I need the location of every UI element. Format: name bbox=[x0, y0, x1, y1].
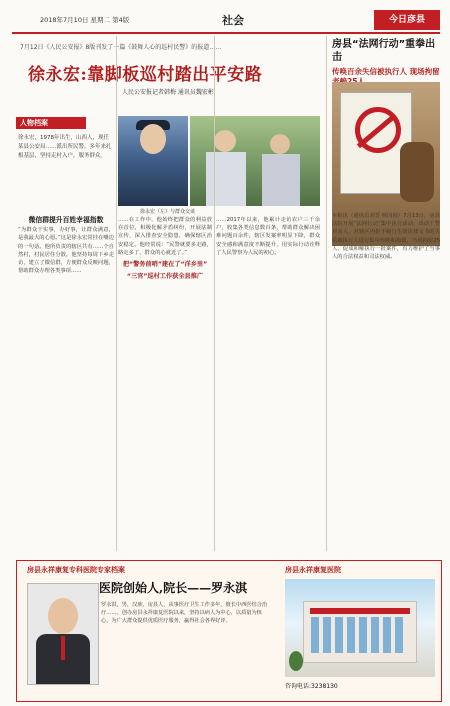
ad-phone: 咨询电话:3238130 bbox=[285, 683, 338, 690]
column-body: “为群众干实事，办好事，让群众满意，是我最大的心愿。”这是徐永宏常挂在嘴边的一句话。他所负责的辖区共有……个自然村，村民居住分散，他坚持每周下乡走访，建立了微信群，方便群众反映问题，帮助群众办理各类事项…… bbox=[18, 227, 114, 275]
profile-intro: 徐永宏，1978年出生，山西人，现任某县公安局……派出所民警。多年来扎根基层，坚持走村入户，服务群众。 bbox=[18, 135, 112, 159]
page-header bbox=[12, 10, 440, 32]
article-column-2 bbox=[118, 216, 212, 552]
ad-left-banner: 房县永祥康复专科医院专家档案 bbox=[27, 566, 125, 574]
ad-body-text: 罗永淇，男，汉族，房县人，从事医疗卫生工作多年，擅长中西医结合治疗……。创办房县永祥康复医院以来，坚持以病人为中心，以质量为核心，为广大群众提供优质医疗服务，赢得社会各界好评。 bbox=[101, 602, 268, 625]
face-shape bbox=[48, 598, 78, 634]
article-column-3 bbox=[216, 216, 320, 552]
column-divider bbox=[214, 36, 215, 551]
tree-shape bbox=[289, 651, 303, 671]
lead-text: 7月12日《人民公安报》8版刊发了一篇《鼓舞人心的巡村民警》的报道…… bbox=[20, 44, 222, 51]
article-column-1 bbox=[18, 216, 114, 552]
newspaper-logo: 今日彦县 bbox=[374, 10, 440, 30]
tie-shape bbox=[61, 636, 65, 660]
ad-title: 医院创始人,院长——罗永淇 bbox=[99, 581, 248, 595]
hospital-ad bbox=[16, 560, 442, 702]
right-title: 房县“法网行动”重拳出击 bbox=[332, 39, 436, 63]
windows-shape bbox=[311, 617, 407, 653]
person-head-shape bbox=[270, 134, 290, 154]
right-article-column bbox=[332, 212, 440, 552]
article-byline: 人民公安报记者韩梅 通讯员魏宏彬 bbox=[122, 89, 214, 96]
article-title: 徐永宏:靠脚板巡村踏出平安路 bbox=[28, 65, 263, 85]
column-divider bbox=[326, 36, 327, 551]
person-head-shape bbox=[214, 130, 236, 152]
column-body: ……在工作中，他始终把群众的利益放在首位，积极化解矛盾纠纷，开展法制宣传，深入排查安全隐患，确保辖区治安稳定。他经常说：“民警就要多走路，路走多了，群众的心就近了。” bbox=[118, 217, 212, 256]
person-body-shape bbox=[262, 154, 300, 206]
officer-portrait-photo bbox=[118, 116, 188, 206]
profile-label: 人物档案 bbox=[16, 117, 86, 129]
ad-right-banner: 房县永祥康复医院 bbox=[285, 566, 341, 574]
right-article-body: 本报讯（通讯员刘晋 杨园园）7月13日，房县法院开展“法网行动”集中执行活动，出动干警百余人，对辖区内拒不履行生效法律文书的失信被执行人进行集中传唤和拘留，当场拘留25人，促成和解执行一批案件，有力维护了当事人的合法权益和司法权威。 bbox=[332, 213, 440, 261]
issue-date: 2018年7月10日 星期二 第4版 bbox=[40, 16, 130, 24]
column-subheading: “三官”巡村工作获全县推广 bbox=[126, 273, 204, 281]
column-divider bbox=[116, 36, 117, 551]
right-news-block bbox=[332, 38, 440, 87]
section-title: 社会 bbox=[222, 14, 244, 27]
hospital-building-photo bbox=[285, 579, 435, 677]
founder-portrait bbox=[27, 583, 99, 685]
column-subheading: 把“警务前哨”建在了“洋乡里” bbox=[122, 261, 208, 269]
officer-with-villager-photo bbox=[190, 116, 320, 206]
header-rule bbox=[12, 32, 440, 34]
officer-head-shape bbox=[140, 124, 166, 154]
right-subtitle: 传唤百余失信被执行人 现场拘留 bbox=[332, 67, 440, 76]
person-body-shape bbox=[206, 152, 246, 206]
column-body: ……2017年以来，他累计走访农户三千余户，收集各类信息数百条，帮助群众解决困难问题百余件，辖区发案率明显下降，群众安全感和满意度不断提升，用实际行动诠释了人民警察为人民的初心。 bbox=[216, 217, 320, 256]
hand-shape bbox=[400, 142, 434, 202]
photo-caption: 徐永宏（左）与群众交谈 bbox=[140, 209, 196, 215]
column-heading: 微信群提升百姓幸福指数 bbox=[28, 216, 104, 224]
